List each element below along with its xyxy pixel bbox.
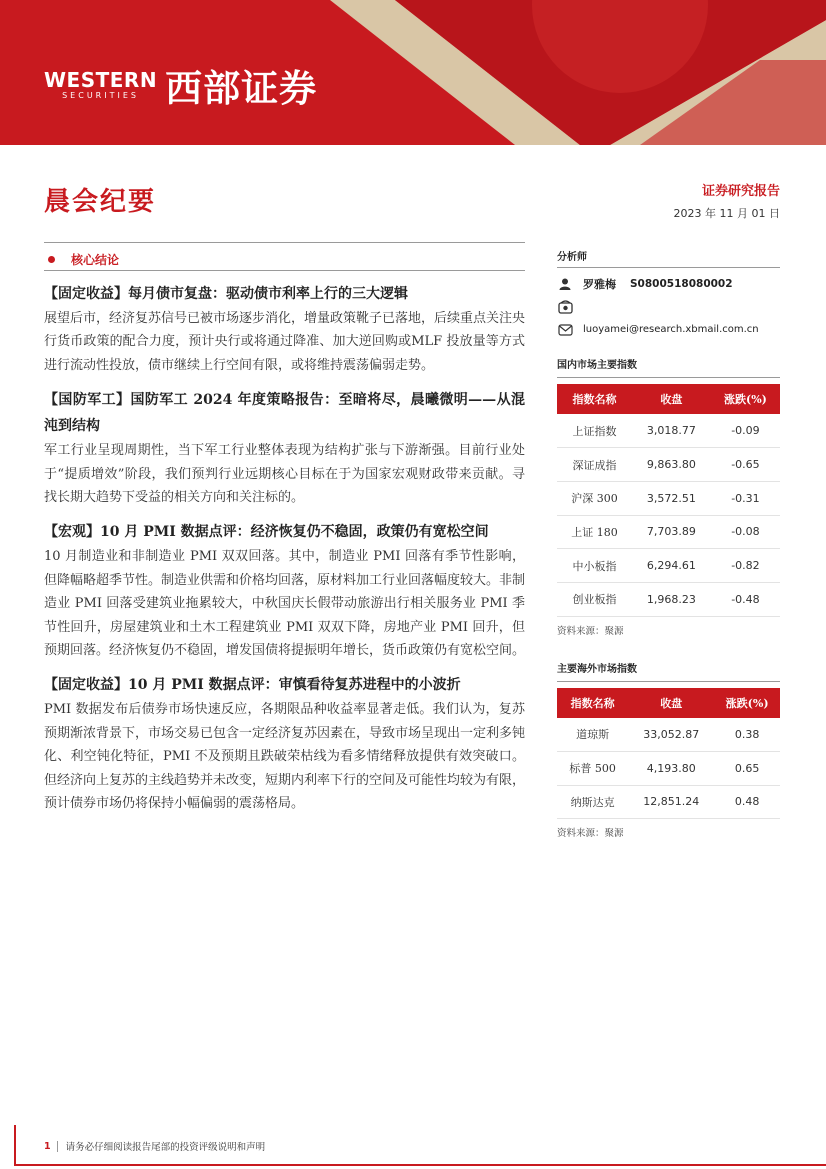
index-close: 4,193.80: [628, 751, 714, 785]
logo-western-mark: [44, 69, 157, 101]
column-header: 指数名称: [572, 393, 617, 406]
table-row: [557, 751, 780, 785]
overseas-source-note: 资料来源：聚源: [557, 828, 624, 840]
domestic-index-table: [557, 384, 780, 617]
column-header: 涨跌(%): [724, 393, 767, 406]
table-row: [557, 448, 780, 482]
divider-top: [44, 242, 525, 243]
table-row: [557, 515, 780, 549]
index-close: 12,851.24: [628, 785, 714, 819]
index-close: 1,968.23: [632, 582, 711, 616]
analyst-row: [557, 272, 780, 295]
index-close: 6,294.61: [632, 549, 711, 583]
report-date: 2023 年 11 月 01 日: [673, 207, 780, 220]
summary-item-body: PMI 数据发布后债券市场快速反应，各期限品种收益率显著走低。我们认为，复苏预期渐浓背景下，市场交易已包含一定经济复苏因素在，导致市场呈现出一定利多钝化、利空钝化特征，PMI 不及预期且跌破荣枯线为看多情绪释放提供有效突破口。但经济向上复苏的主线趋势并未改变，短期内利率下行的空间及可能性均较为有限，预计债券市场仍将保持小幅偏弱的震荡格局。: [44, 702, 526, 812]
index-close: 3,018.77: [632, 414, 711, 448]
index-close: 3,572.51: [632, 481, 711, 515]
section-header: [48, 251, 119, 268]
table-row: [557, 785, 780, 819]
table-row: [557, 582, 780, 616]
index-change: -0.65: [711, 448, 780, 482]
summary-item-body: 展望后市，经济复苏信号已被市场逐步消化，增量政策靴子已落地，后续重点关注央行货币政策的配合力度，预计央行或将通过降准、加大逆回购或MLF 投放量等方式进行流动性投放，债市继续上行空间有限，或将维持震荡偏弱走势。: [44, 311, 526, 373]
footer: [44, 1139, 265, 1153]
column-header: 收盘: [660, 393, 683, 406]
index-name: 上证指数: [557, 414, 632, 448]
summary-item-body: 军工行业呈现周期性，当下军工行业整体表现为结构扩张与下游渐强。目前行业处于“提质增效”阶段，我们预判行业远期核心目标在于为国家宏观财政带来贡献。寻找长期大趋势下受益的相关方向和关注标的。: [44, 443, 525, 506]
logo-en-text: WESTERN: [44, 68, 158, 92]
table-row: [557, 718, 780, 752]
index-change: 0.38: [714, 718, 780, 752]
index-change: -0.09: [711, 414, 780, 448]
person-icon: [557, 276, 573, 292]
index-change: -0.82: [711, 549, 780, 583]
table-row: [557, 414, 780, 448]
index-change: 0.48: [714, 785, 780, 819]
column-header: 指数名称: [570, 696, 615, 710]
domestic-source-note: 资料来源：聚源: [557, 625, 624, 637]
analyst-cert: S0800518080002: [630, 277, 733, 290]
section-title: 核心结论: [71, 253, 120, 267]
index-change: -0.08: [711, 515, 780, 549]
index-change: 0.65: [714, 751, 780, 785]
index-name: 标普 500: [557, 751, 628, 785]
mail-icon: [557, 322, 573, 338]
summary-item-title[interactable]: 【宏观】10 月 PMI 数据点评：经济恢复仍不稳固，政策仍有宽松空间: [44, 524, 489, 541]
index-name: 创业板指: [557, 582, 632, 616]
analyst-divider: [557, 267, 780, 268]
table-row: [557, 481, 780, 515]
analyst-email[interactable]: luoyamei@research.xbmail.com.cn: [583, 324, 759, 335]
index-name: 纳斯达克: [557, 785, 628, 819]
sidebar: [557, 248, 780, 839]
summary-item-title[interactable]: 【固定收益】10 月 PMI 数据点评：审慎看待复苏进程中的小波折: [44, 677, 461, 694]
column-header: 收盘: [660, 696, 683, 710]
phone-icon: [557, 299, 573, 315]
main-content: [44, 281, 525, 826]
footer-separator: [57, 1141, 58, 1152]
table-header-row: [557, 688, 780, 718]
analyst-label: 分析师: [557, 252, 587, 263]
bullet-dot-icon: [48, 256, 55, 263]
logo-cn-text: 西部证券: [165, 67, 318, 110]
phone-row: [557, 295, 780, 318]
summary-item: [44, 281, 525, 377]
summary-item: [44, 672, 525, 815]
logo-en-subtext: SECURITIES: [62, 91, 139, 100]
summary-item: [44, 387, 525, 509]
email-row: [557, 318, 780, 341]
index-change: -0.31: [711, 481, 780, 515]
domestic-table-title: 国内市场主要指数: [557, 360, 637, 371]
overseas-index-table: [557, 688, 780, 820]
summary-item: [44, 519, 525, 662]
table-header-row: [557, 384, 780, 414]
analyst-name: 罗雅梅: [583, 277, 616, 291]
index-name: 沪深 300: [557, 481, 632, 515]
report-type: 证券研究报告: [701, 184, 780, 199]
header-banner: [0, 0, 826, 145]
index-name: 道琼斯: [557, 718, 628, 752]
index-name: 上证 180: [557, 515, 632, 549]
column-header: 涨跌(%): [725, 696, 769, 710]
index-change: -0.48: [711, 582, 780, 616]
footer-accent-bar: [14, 1125, 16, 1166]
page-number: 1: [44, 1140, 51, 1152]
summary-item-title[interactable]: 【固定收益】每月债市复盘：驱动债市利率上行的三大逻辑: [44, 286, 408, 302]
overseas-table-title: 主要海外市场指数: [557, 663, 637, 675]
index-close: 9,863.80: [632, 448, 711, 482]
table-row: [557, 549, 780, 583]
index-name: 中小板指: [557, 549, 632, 583]
summary-item-title[interactable]: 【国防军工】国防军工 2024 年度策略报告：至暗将尽，晨曦微明——从混沌到结构: [44, 392, 525, 435]
footer-disclaimer: 请务必仔细阅读报告尾部的投资评级说明和声明: [65, 1142, 266, 1153]
index-name: 深证成指: [557, 448, 632, 482]
index-close: 7,703.89: [632, 515, 711, 549]
footer-rule: [14, 1164, 826, 1166]
summary-item-body: 10 月制造业和非制造业 PMI 双双回落。其中，制造业 PMI 回落有季节性影响，但降幅略超季节性。制造业供需和价格均回落，原材料加工行业回落幅度较大。非制造业 PMI 回落受建筑业拖累较大，中秋国庆长假带动旅游出行相关服务业 PMI 季节性回升，房屋建筑业和土木工程建筑业 PMI 双双下降，房地产业 PMI 回升，但预期回落。经济恢复仍不稳固，增发国债将提振明年增长，货币政策仍有宽松空间。: [44, 549, 526, 659]
company-logo: [44, 58, 317, 112]
domestic-divider: [557, 377, 780, 378]
index-close: 33,052.87: [628, 718, 714, 752]
doc-title: 晨会纪要: [44, 187, 157, 217]
divider-section: [44, 270, 525, 271]
overseas-divider: [557, 681, 780, 682]
